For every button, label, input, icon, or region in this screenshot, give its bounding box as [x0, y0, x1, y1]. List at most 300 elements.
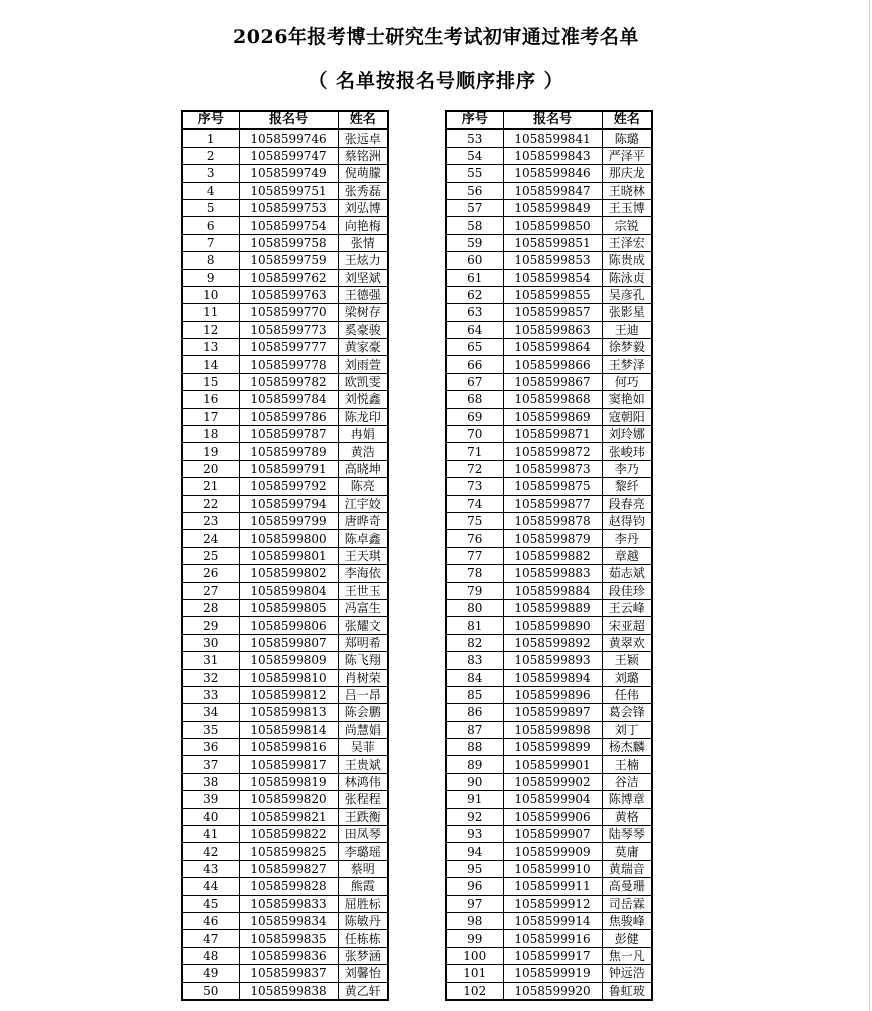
cell-serial-number: 101 [446, 965, 503, 982]
cell-name: 蔡明 [338, 860, 388, 877]
table-row [446, 478, 652, 495]
table-row [446, 199, 652, 216]
cell-name: 钟远浩 [602, 965, 652, 982]
table-row [182, 165, 388, 182]
cell-serial-number: 80 [446, 599, 503, 616]
cell-registration-number: 1058599875 [503, 478, 602, 495]
cell-serial-number: 8 [182, 252, 239, 269]
cell-name: 刘丁 [602, 721, 652, 738]
cell-registration-number: 1058599867 [503, 373, 602, 390]
table-row [182, 129, 388, 147]
table-row [182, 686, 388, 703]
cell-serial-number: 39 [182, 791, 239, 808]
table-row [446, 930, 652, 947]
cell-name: 杨杰麟 [602, 739, 652, 756]
table-row [446, 426, 652, 443]
cell-name: 陆琴琴 [602, 826, 652, 843]
cell-name: 任栋栋 [338, 930, 388, 947]
cell-name: 窦艳如 [602, 391, 652, 408]
table-row [446, 165, 652, 182]
cell-name: 葛会锋 [602, 704, 652, 721]
table-row [446, 947, 652, 964]
table-row [182, 947, 388, 964]
cell-serial-number: 74 [446, 495, 503, 512]
cell-serial-number: 5 [182, 199, 239, 216]
cell-serial-number: 95 [446, 860, 503, 877]
cell-serial-number: 41 [182, 826, 239, 843]
cell-name: 鲁虹玻 [602, 982, 652, 1000]
cell-name: 寇朝阳 [602, 408, 652, 425]
table-row [182, 217, 388, 234]
cell-serial-number: 97 [446, 895, 503, 912]
table-row [446, 965, 652, 982]
cell-serial-number: 91 [446, 791, 503, 808]
cell-name: 奚豪骏 [338, 321, 388, 338]
cell-name: 陈敏丹 [338, 912, 388, 929]
cell-serial-number: 47 [182, 930, 239, 947]
cell-serial-number: 48 [182, 947, 239, 964]
cell-registration-number: 1058599872 [503, 443, 602, 460]
cell-serial-number: 59 [446, 234, 503, 251]
cell-registration-number: 1058599843 [503, 147, 602, 164]
header-registration-number: 报名号 [239, 111, 338, 129]
table-row [182, 773, 388, 790]
cell-name: 王炫力 [338, 252, 388, 269]
cell-name: 张耀文 [338, 617, 388, 634]
cell-registration-number: 1058599807 [239, 634, 338, 651]
cell-serial-number: 79 [446, 582, 503, 599]
table-row [182, 965, 388, 982]
cell-registration-number: 1058599914 [503, 912, 602, 929]
cell-name: 高晓坤 [338, 460, 388, 477]
table-row [182, 182, 388, 199]
table-row [446, 808, 652, 825]
table-row [182, 652, 388, 669]
cell-registration-number: 1058599855 [503, 286, 602, 303]
cell-serial-number: 25 [182, 547, 239, 564]
cell-serial-number: 46 [182, 912, 239, 929]
table-row [182, 356, 388, 373]
cell-registration-number: 1058599777 [239, 339, 338, 356]
cell-registration-number: 1058599884 [503, 582, 602, 599]
cell-serial-number: 73 [446, 478, 503, 495]
cell-registration-number: 1058599820 [239, 791, 338, 808]
cell-name: 陈贵成 [602, 252, 652, 269]
cell-serial-number: 62 [446, 286, 503, 303]
cell-serial-number: 67 [446, 373, 503, 390]
table-row [446, 408, 652, 425]
table-row [182, 530, 388, 547]
cell-name: 王跌衡 [338, 808, 388, 825]
cell-registration-number: 1058599787 [239, 426, 338, 443]
cell-registration-number: 1058599920 [503, 982, 602, 1000]
cell-name: 刘弘博 [338, 199, 388, 216]
cell-name: 刘坚斌 [338, 269, 388, 286]
table-row [446, 269, 652, 286]
cell-serial-number: 45 [182, 895, 239, 912]
cell-registration-number: 1058599897 [503, 704, 602, 721]
cell-serial-number: 61 [446, 269, 503, 286]
header-name: 姓名 [602, 111, 652, 129]
cell-serial-number: 34 [182, 704, 239, 721]
table-row [182, 930, 388, 947]
cell-name: 欧凯雯 [338, 373, 388, 390]
cell-registration-number: 1058599828 [239, 878, 338, 895]
table-row [182, 373, 388, 390]
table-row [182, 808, 388, 825]
table-row [182, 147, 388, 164]
cell-name: 吕一昂 [338, 686, 388, 703]
cell-registration-number: 1058599812 [239, 686, 338, 703]
cell-name: 刘雨萱 [338, 356, 388, 373]
cell-serial-number: 11 [182, 304, 239, 321]
table-row [182, 617, 388, 634]
cell-serial-number: 9 [182, 269, 239, 286]
table-row [182, 391, 388, 408]
table-row [182, 878, 388, 895]
table-row [446, 252, 652, 269]
table-row [446, 182, 652, 199]
cell-registration-number: 1058599890 [503, 617, 602, 634]
cell-name: 段春亮 [602, 495, 652, 512]
cell-registration-number: 1058599770 [239, 304, 338, 321]
cell-name: 黄家豪 [338, 339, 388, 356]
cell-serial-number: 21 [182, 478, 239, 495]
cell-serial-number: 12 [182, 321, 239, 338]
cell-registration-number: 1058599911 [503, 878, 602, 895]
cell-name: 严泽平 [602, 147, 652, 164]
table-row [446, 443, 652, 460]
cell-name: 梁树存 [338, 304, 388, 321]
cell-registration-number: 1058599847 [503, 182, 602, 199]
cell-registration-number: 1058599817 [239, 756, 338, 773]
cell-name: 王晓林 [602, 182, 652, 199]
roster-table-right [445, 110, 653, 1001]
cell-serial-number: 28 [182, 599, 239, 616]
cell-name: 那庆龙 [602, 165, 652, 182]
cell-name: 肖树荣 [338, 669, 388, 686]
cell-serial-number: 19 [182, 443, 239, 460]
cell-serial-number: 99 [446, 930, 503, 947]
cell-name: 焦一凡 [602, 947, 652, 964]
table-row [182, 565, 388, 582]
table-row [446, 129, 652, 147]
cell-registration-number: 1058599816 [239, 739, 338, 756]
cell-registration-number: 1058599747 [239, 147, 338, 164]
cell-registration-number: 1058599883 [503, 565, 602, 582]
table-row [446, 495, 652, 512]
cell-registration-number: 1058599912 [503, 895, 602, 912]
cell-serial-number: 31 [182, 652, 239, 669]
cell-name: 段佳珍 [602, 582, 652, 599]
cell-name: 徐梦毅 [602, 339, 652, 356]
cell-registration-number: 1058599882 [503, 547, 602, 564]
cell-serial-number: 13 [182, 339, 239, 356]
cell-name: 刘馨怡 [338, 965, 388, 982]
cell-registration-number: 1058599878 [503, 512, 602, 529]
cell-serial-number: 57 [446, 199, 503, 216]
cell-name: 李璐瑶 [338, 843, 388, 860]
cell-registration-number: 1058599799 [239, 512, 338, 529]
cell-name: 熊霞 [338, 878, 388, 895]
page-title: 2026年报考博士研究生考试初审通过准考名单 [233, 26, 639, 48]
cell-name: 何巧 [602, 373, 652, 390]
cell-name: 陈卓鑫 [338, 530, 388, 547]
cell-registration-number: 1058599802 [239, 565, 338, 582]
cell-name: 赵得钧 [602, 512, 652, 529]
table-row [182, 721, 388, 738]
cell-registration-number: 1058599778 [239, 356, 338, 373]
table-row [446, 773, 652, 790]
cell-name: 林鸿伟 [338, 773, 388, 790]
cell-name: 张峻玮 [602, 443, 652, 460]
cell-name: 黄格 [602, 808, 652, 825]
cell-name: 张情 [338, 234, 388, 251]
cell-name: 王迪 [602, 321, 652, 338]
table-row [446, 373, 652, 390]
cell-registration-number: 1058599758 [239, 234, 338, 251]
table-row [182, 269, 388, 286]
cell-serial-number: 43 [182, 860, 239, 877]
roster-body-right [446, 129, 652, 1000]
cell-serial-number: 54 [446, 147, 503, 164]
cell-name: 冉娟 [338, 426, 388, 443]
cell-registration-number: 1058599864 [503, 339, 602, 356]
cell-registration-number: 1058599868 [503, 391, 602, 408]
table-row [182, 791, 388, 808]
table-row [446, 617, 652, 634]
cell-serial-number: 68 [446, 391, 503, 408]
cell-registration-number: 1058599904 [503, 791, 602, 808]
table-row [182, 339, 388, 356]
table-row [446, 704, 652, 721]
cell-registration-number: 1058599746 [239, 129, 338, 147]
cell-registration-number: 1058599899 [503, 739, 602, 756]
cell-name: 唐晔奇 [338, 512, 388, 529]
cell-name: 黎纤 [602, 478, 652, 495]
cell-serial-number: 18 [182, 426, 239, 443]
cell-registration-number: 1058599846 [503, 165, 602, 182]
cell-registration-number: 1058599809 [239, 652, 338, 669]
cell-registration-number: 1058599871 [503, 426, 602, 443]
table-row [446, 878, 652, 895]
cell-name: 陈飞翔 [338, 652, 388, 669]
cell-name: 蔡铭洲 [338, 147, 388, 164]
cell-name: 宗锐 [602, 217, 652, 234]
cell-serial-number: 1 [182, 129, 239, 147]
cell-serial-number: 102 [446, 982, 503, 1000]
table-row [446, 756, 652, 773]
cell-name: 陈博章 [602, 791, 652, 808]
cell-registration-number: 1058599916 [503, 930, 602, 947]
cell-serial-number: 10 [182, 286, 239, 303]
table-row [446, 356, 652, 373]
table-row [446, 512, 652, 529]
table-row [182, 512, 388, 529]
cell-registration-number: 1058599792 [239, 478, 338, 495]
cell-registration-number: 1058599849 [503, 199, 602, 216]
cell-serial-number: 58 [446, 217, 503, 234]
table-row [182, 234, 388, 251]
cell-registration-number: 1058599850 [503, 217, 602, 234]
cell-serial-number: 29 [182, 617, 239, 634]
cell-serial-number: 98 [446, 912, 503, 929]
table-row [182, 286, 388, 303]
cell-serial-number: 38 [182, 773, 239, 790]
cell-serial-number: 42 [182, 843, 239, 860]
cell-serial-number: 37 [182, 756, 239, 773]
cell-name: 彭健 [602, 930, 652, 947]
cell-serial-number: 92 [446, 808, 503, 825]
table-row [446, 826, 652, 843]
cell-registration-number: 1058599909 [503, 843, 602, 860]
cell-registration-number: 1058599889 [503, 599, 602, 616]
cell-name: 李丹 [602, 530, 652, 547]
table-row [182, 704, 388, 721]
cell-name: 黄翠欢 [602, 634, 652, 651]
cell-registration-number: 1058599877 [503, 495, 602, 512]
cell-serial-number: 4 [182, 182, 239, 199]
cell-registration-number: 1058599894 [503, 669, 602, 686]
cell-serial-number: 15 [182, 373, 239, 390]
table-row [182, 739, 388, 756]
table-row [182, 599, 388, 616]
cell-name: 王云峰 [602, 599, 652, 616]
cell-serial-number: 77 [446, 547, 503, 564]
cell-serial-number: 96 [446, 878, 503, 895]
header-name: 姓名 [338, 111, 388, 129]
table-row [446, 739, 652, 756]
cell-serial-number: 55 [446, 165, 503, 182]
cell-name: 司岳霖 [602, 895, 652, 912]
cell-name: 江宇姣 [338, 495, 388, 512]
cell-registration-number: 1058599853 [503, 252, 602, 269]
cell-serial-number: 3 [182, 165, 239, 182]
cell-name: 黄浩 [338, 443, 388, 460]
cell-name: 宋亚超 [602, 617, 652, 634]
cell-serial-number: 24 [182, 530, 239, 547]
cell-name: 郑明希 [338, 634, 388, 651]
cell-name: 倪萌朦 [338, 165, 388, 182]
table-header-row [182, 111, 388, 129]
cell-name: 陈会鹏 [338, 704, 388, 721]
cell-registration-number: 1058599838 [239, 982, 338, 1000]
cell-registration-number: 1058599917 [503, 947, 602, 964]
cell-registration-number: 1058599801 [239, 547, 338, 564]
cell-serial-number: 44 [182, 878, 239, 895]
cell-registration-number: 1058599805 [239, 599, 338, 616]
table-row [446, 530, 652, 547]
table-row [182, 843, 388, 860]
cell-registration-number: 1058599902 [503, 773, 602, 790]
cell-name: 刘璐 [602, 669, 652, 686]
cell-serial-number: 82 [446, 634, 503, 651]
roster-body-left [182, 129, 388, 1000]
cell-registration-number: 1058599866 [503, 356, 602, 373]
table-header-row [446, 111, 652, 129]
cell-registration-number: 1058599851 [503, 234, 602, 251]
table-row [182, 304, 388, 321]
table-row [446, 791, 652, 808]
header-serial-number: 序号 [446, 111, 503, 129]
cell-serial-number: 6 [182, 217, 239, 234]
cell-name: 谷洁 [602, 773, 652, 790]
cell-serial-number: 71 [446, 443, 503, 460]
cell-serial-number: 86 [446, 704, 503, 721]
cell-name: 屈胜标 [338, 895, 388, 912]
cell-name: 莫庸 [602, 843, 652, 860]
roster-table-left [181, 110, 389, 1001]
cell-serial-number: 72 [446, 460, 503, 477]
cell-registration-number: 1058599749 [239, 165, 338, 182]
cell-registration-number: 1058599901 [503, 756, 602, 773]
cell-name: 焦骏峰 [602, 912, 652, 929]
table-row [182, 826, 388, 843]
cell-name: 陈泳贞 [602, 269, 652, 286]
table-row [182, 756, 388, 773]
cell-name: 刘悦鑫 [338, 391, 388, 408]
cell-name: 王梦泽 [602, 356, 652, 373]
cell-registration-number: 1058599892 [503, 634, 602, 651]
table-row [446, 652, 652, 669]
cell-registration-number: 1058599857 [503, 304, 602, 321]
cell-registration-number: 1058599782 [239, 373, 338, 390]
cell-registration-number: 1058599841 [503, 129, 602, 147]
table-row [182, 460, 388, 477]
cell-name: 张影星 [602, 304, 652, 321]
table-row [182, 199, 388, 216]
cell-registration-number: 1058599804 [239, 582, 338, 599]
cell-serial-number: 22 [182, 495, 239, 512]
cell-serial-number: 85 [446, 686, 503, 703]
cell-serial-number: 56 [446, 182, 503, 199]
cell-serial-number: 23 [182, 512, 239, 529]
header-serial-number: 序号 [182, 111, 239, 129]
table-row [446, 460, 652, 477]
cell-serial-number: 36 [182, 739, 239, 756]
cell-serial-number: 50 [182, 982, 239, 1000]
cell-registration-number: 1058599854 [503, 269, 602, 286]
cell-name: 王玉博 [602, 199, 652, 216]
table-row [446, 895, 652, 912]
cell-serial-number: 93 [446, 826, 503, 843]
cell-name: 王贵斌 [338, 756, 388, 773]
table-row [446, 286, 652, 303]
table-row [182, 982, 388, 1000]
table-row [182, 495, 388, 512]
table-row [446, 391, 652, 408]
cell-registration-number: 1058599791 [239, 460, 338, 477]
cell-registration-number: 1058599898 [503, 721, 602, 738]
cell-name: 陈璐 [602, 129, 652, 147]
cell-name: 王德强 [338, 286, 388, 303]
cell-registration-number: 1058599754 [239, 217, 338, 234]
cell-name: 茹志斌 [602, 565, 652, 582]
cell-name: 向艳梅 [338, 217, 388, 234]
cell-registration-number: 1058599762 [239, 269, 338, 286]
cell-serial-number: 20 [182, 460, 239, 477]
table-row [182, 252, 388, 269]
cell-registration-number: 1058599751 [239, 182, 338, 199]
cell-serial-number: 69 [446, 408, 503, 425]
header-registration-number: 报名号 [503, 111, 602, 129]
cell-name: 任伟 [602, 686, 652, 703]
table-row [446, 565, 652, 582]
cell-serial-number: 14 [182, 356, 239, 373]
cell-registration-number: 1058599919 [503, 965, 602, 982]
cell-registration-number: 1058599813 [239, 704, 338, 721]
cell-name: 陈亮 [338, 478, 388, 495]
